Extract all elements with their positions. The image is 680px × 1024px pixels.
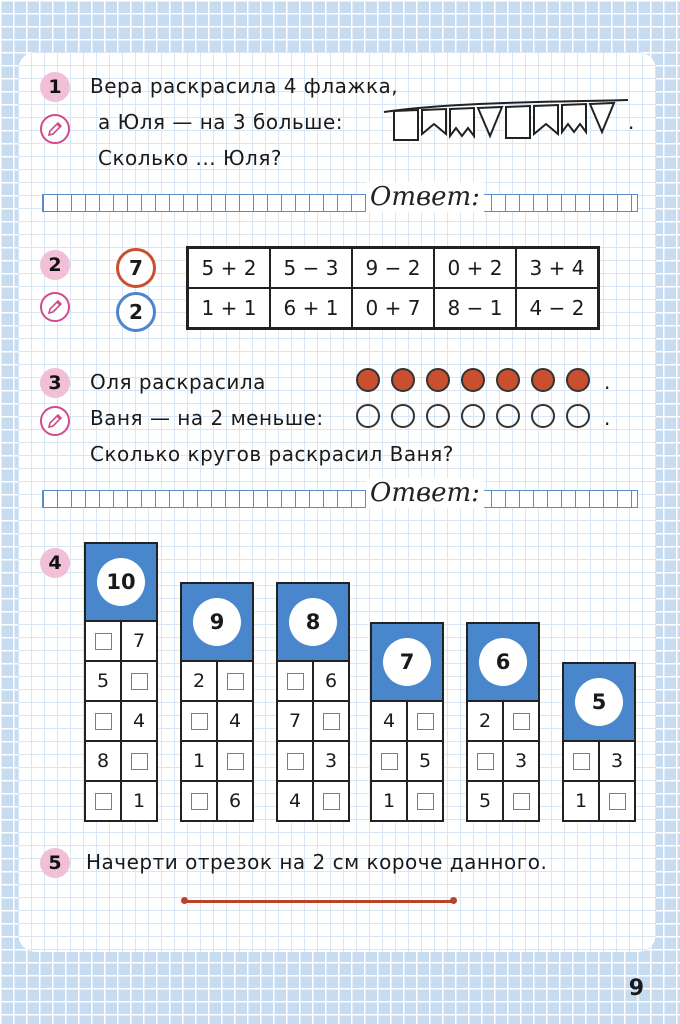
answer-box[interactable] [277, 661, 313, 701]
answer-box[interactable] [467, 741, 503, 781]
house-row [181, 661, 253, 701]
answer-box[interactable] [371, 741, 407, 781]
empty-circle[interactable] [356, 404, 380, 428]
empty-square-icon[interactable] [227, 753, 244, 770]
house-number: 1 [563, 781, 599, 821]
task-number-1: 1 [40, 72, 70, 102]
house-row [467, 741, 539, 781]
task3-dot2: . [604, 406, 611, 430]
answer-box[interactable] [407, 781, 443, 821]
empty-square-icon[interactable] [609, 793, 626, 810]
pencil-icon [40, 406, 70, 436]
answer-label-1: Ответ: [366, 182, 484, 212]
answer-box[interactable] [85, 701, 121, 741]
house-roof [562, 662, 636, 740]
house-number: 4 [121, 701, 157, 741]
house-row [277, 701, 349, 741]
empty-square-icon[interactable] [131, 673, 148, 690]
task-number-4: 4 [40, 548, 70, 578]
empty-circle[interactable] [461, 404, 485, 428]
house-row [85, 661, 157, 701]
house-number: 5 [85, 661, 121, 701]
task1-line1: Вера раскрасила 4 флажка, [90, 74, 399, 98]
filled-circle [461, 368, 485, 392]
empty-square-icon[interactable] [573, 753, 590, 770]
filled-circle [531, 368, 555, 392]
number-house [562, 662, 636, 822]
expression-cell[interactable]: 8 − 1 [434, 288, 516, 329]
house-number: 2 [467, 701, 503, 741]
house-row [277, 741, 349, 781]
answer-box[interactable] [85, 781, 121, 821]
empty-circle[interactable] [566, 404, 590, 428]
answer-box[interactable] [121, 741, 157, 781]
house-number: 1 [181, 741, 217, 781]
house-number: 4 [277, 781, 313, 821]
house-total: 10 [97, 558, 145, 606]
house-roof [370, 622, 444, 700]
target-ring-7: 7 [116, 248, 156, 288]
house-total: 9 [193, 598, 241, 646]
task-number-2: 2 [40, 250, 70, 280]
number-house [276, 582, 350, 822]
answer-box[interactable] [181, 701, 217, 741]
task-number-3: 3 [40, 368, 70, 398]
house-row [277, 661, 349, 701]
answer-box[interactable] [217, 661, 253, 701]
answer-box[interactable] [313, 781, 349, 821]
house-row [371, 741, 443, 781]
house-row [85, 781, 157, 821]
empty-square-icon[interactable] [513, 713, 530, 730]
house-row [563, 741, 635, 781]
empty-square-icon[interactable] [513, 793, 530, 810]
empty-square-icon[interactable] [477, 753, 494, 770]
empty-square-icon[interactable] [417, 713, 434, 730]
expression-cell[interactable]: 5 + 2 [188, 248, 271, 289]
pencil-icon [40, 114, 70, 144]
task3-line2: Ваня — на 2 меньше: [90, 406, 324, 430]
empty-square-icon[interactable] [95, 713, 112, 730]
answer-box[interactable] [217, 741, 253, 781]
house-number: 1 [121, 781, 157, 821]
house-number: 1 [371, 781, 407, 821]
task1-line3: Сколько ... Юля? [98, 146, 282, 170]
house-roof [276, 582, 350, 660]
task3-dot1: . [604, 370, 611, 394]
house-row [371, 781, 443, 821]
house-row [85, 741, 157, 781]
empty-square-icon[interactable] [323, 793, 340, 810]
empty-square-icon[interactable] [323, 713, 340, 730]
house-number: 6 [313, 661, 349, 701]
table-row [188, 288, 599, 329]
expression-cell[interactable]: 3 + 4 [516, 248, 599, 289]
house-number: 5 [407, 741, 443, 781]
answer-line-1[interactable] [42, 194, 638, 212]
empty-square-icon[interactable] [95, 633, 112, 650]
filled-circle [496, 368, 520, 392]
house-number: 6 [217, 781, 253, 821]
number-house [180, 582, 254, 822]
filled-circle [356, 368, 380, 392]
task3-line1: Оля раскрасила [90, 370, 266, 394]
table-row [188, 248, 599, 289]
number-house [370, 622, 444, 822]
filled-circle [391, 368, 415, 392]
empty-square-icon[interactable] [287, 673, 304, 690]
expression-cell[interactable]: 0 + 7 [352, 288, 434, 329]
task5-text: Начерти отрезок на 2 см короче данного. [86, 850, 548, 874]
number-house [84, 542, 158, 822]
house-total: 7 [383, 638, 431, 686]
given-segment [184, 900, 454, 903]
empty-circle[interactable] [391, 404, 415, 428]
answer-box[interactable] [407, 701, 443, 741]
house-total: 8 [289, 598, 337, 646]
house-row [85, 701, 157, 741]
house-number: 3 [599, 741, 635, 781]
answer-box[interactable] [503, 781, 539, 821]
house-number: 4 [371, 701, 407, 741]
filled-circle [566, 368, 590, 392]
house-row [277, 781, 349, 821]
empty-circle[interactable] [496, 404, 520, 428]
answer-box[interactable] [85, 621, 121, 661]
answer-box[interactable] [599, 781, 635, 821]
expression-cell[interactable]: 4 − 2 [516, 288, 599, 329]
task1-line2-end: . [628, 110, 635, 134]
expression-cell[interactable]: 9 − 2 [352, 248, 434, 289]
house-row [181, 701, 253, 741]
house-roof [84, 542, 158, 620]
number-house [466, 622, 540, 822]
answer-box[interactable] [313, 701, 349, 741]
expression-cell[interactable]: 6 + 1 [270, 288, 352, 329]
page-number: 9 [628, 976, 644, 1001]
house-row [85, 621, 157, 661]
answer-box[interactable] [181, 781, 217, 821]
house-row [181, 741, 253, 781]
answer-box[interactable] [121, 661, 157, 701]
house-number: 2 [181, 661, 217, 701]
house-roof [180, 582, 254, 660]
house-number: 7 [121, 621, 157, 661]
empty-circle[interactable] [426, 404, 450, 428]
task3-line3: Сколько кругов раскрасил Ваня? [90, 442, 454, 466]
house-row [467, 781, 539, 821]
answer-box[interactable] [563, 741, 599, 781]
house-row [181, 781, 253, 821]
target-ring-2: 2 [116, 292, 156, 332]
answer-line-3[interactable] [42, 490, 638, 508]
house-number: 8 [85, 741, 121, 781]
flags-icon [382, 98, 632, 154]
pencil-icon [40, 292, 70, 322]
house-number: 5 [467, 781, 503, 821]
answer-label-3: Ответ: [366, 478, 484, 508]
house-total: 5 [575, 678, 623, 726]
empty-square-icon[interactable] [381, 753, 398, 770]
expression-cell[interactable]: 0 + 2 [434, 248, 516, 289]
empty-square-icon[interactable] [227, 673, 244, 690]
house-number: 4 [217, 701, 253, 741]
empty-circle[interactable] [531, 404, 555, 428]
house-row [467, 701, 539, 741]
expressions-table [186, 246, 600, 330]
house-roof [466, 622, 540, 700]
house-number: 3 [313, 741, 349, 781]
answer-box[interactable] [503, 701, 539, 741]
house-number: 3 [503, 741, 539, 781]
house-row [371, 701, 443, 741]
house-number: 7 [277, 701, 313, 741]
empty-square-icon[interactable] [95, 793, 112, 810]
house-total: 6 [479, 638, 527, 686]
empty-square-icon[interactable] [191, 793, 208, 810]
empty-square-icon[interactable] [191, 713, 208, 730]
house-row [563, 781, 635, 821]
answer-box[interactable] [277, 741, 313, 781]
task1-line2: а Юля — на 3 больше: [98, 110, 343, 134]
task-number-5: 5 [40, 848, 70, 878]
expression-cell[interactable]: 5 − 3 [270, 248, 352, 289]
filled-circle [426, 368, 450, 392]
empty-square-icon[interactable] [131, 753, 148, 770]
empty-square-icon[interactable] [287, 753, 304, 770]
expression-cell[interactable]: 1 + 1 [188, 288, 271, 329]
empty-square-icon[interactable] [417, 793, 434, 810]
